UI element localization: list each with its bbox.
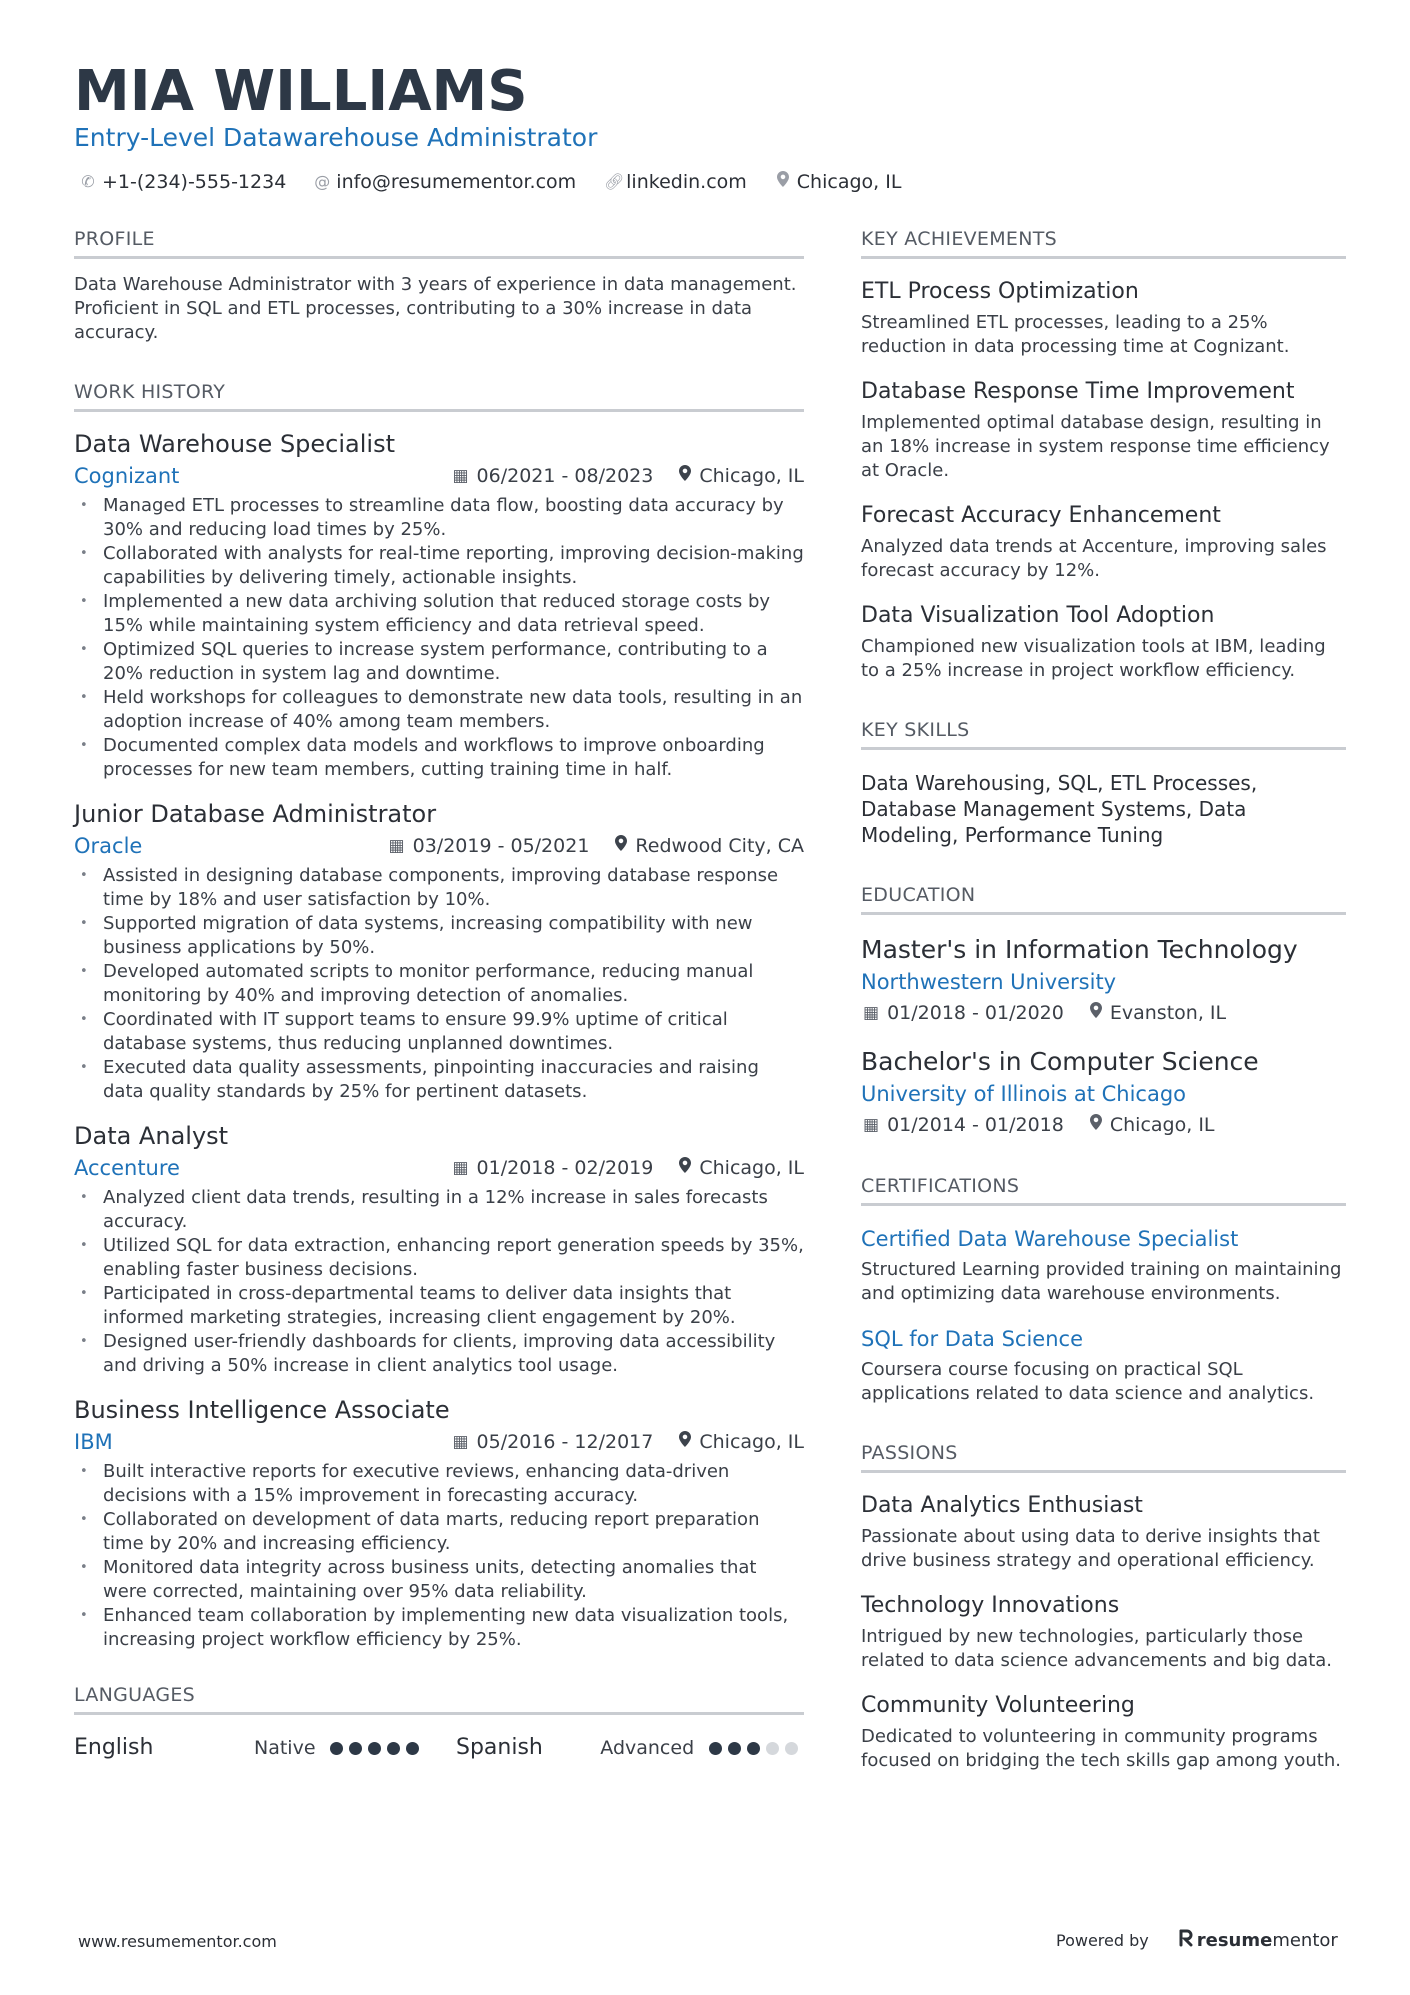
- passion-item: [861, 1691, 1346, 1773]
- contact-linkedin[interactable]: [604, 170, 747, 194]
- job-bullet: • Held workshops for colleagues to demonstrate new data tools, resulting in an adoption increase of 40% among team members.: [74, 686, 804, 734]
- education-meta: [863, 1111, 1346, 1139]
- location-pin-icon: [679, 1154, 691, 1182]
- rating-dot-filled: [330, 1742, 343, 1755]
- job-company: Accenture: [74, 1156, 180, 1180]
- job-meta: [74, 1154, 804, 1182]
- brand-name-rest: mentor: [1272, 1929, 1338, 1951]
- job-bullet: • Developed automated scripts to monitor performance, reducing manual monitoring by 40% and improving detection of anomalies.: [74, 960, 804, 1008]
- job-bullet: • Enhanced team collaboration by implementing new data visualization tools, increasing project workflow efficiency by 25%.: [74, 1604, 804, 1652]
- calendar-icon: ▦: [452, 1158, 469, 1178]
- language-item: [456, 1733, 804, 1763]
- calendar-icon: ▦: [452, 466, 469, 486]
- language-rating: [330, 1742, 425, 1755]
- education-school: Northwestern University: [861, 970, 1117, 994]
- location-pin-icon: [615, 832, 627, 860]
- passion-text: Intrigued by new technologies, particularly those related to data science advancements and big data.: [861, 1626, 1333, 1671]
- passion-text: Dedicated to volunteering in community programs focused on bridging the tech skills gap among youth.: [861, 1726, 1341, 1771]
- profile-section: [74, 226, 804, 345]
- contact-email[interactable]: [314, 170, 576, 194]
- education-item: [861, 933, 1346, 1027]
- at-icon: @: [314, 172, 331, 191]
- contact-phone[interactable]: [80, 170, 286, 194]
- education-heading: EDUCATION: [861, 882, 1346, 915]
- achievement-title: Data Visualization Tool Adoption: [861, 603, 1215, 628]
- brand-logo[interactable]: [1179, 1928, 1338, 1952]
- achievement-title: ETL Process Optimization: [861, 279, 1139, 304]
- work-history-section: [74, 379, 804, 1652]
- job-location: Chicago, IL: [699, 465, 804, 487]
- rating-dot-empty: [785, 1742, 798, 1755]
- job-dates: 05/2016 - 12/2017: [476, 1431, 654, 1453]
- job-bullet: • Designed user-friendly dashboards for clients, improving data accessibility and driving a 50% increase in client analytics tool usage.: [74, 1330, 804, 1378]
- job-bullets: [74, 1460, 804, 1652]
- job-meta: [74, 1428, 804, 1456]
- education-dates: 01/2014 - 01/2018: [887, 1114, 1064, 1136]
- skills-heading: KEY SKILLS: [861, 717, 1346, 750]
- left-column: [74, 226, 804, 1797]
- job-bullet: • Analyzed client data trends, resulting in a 12% increase in sales forecasts accuracy.: [74, 1186, 804, 1234]
- passion-title: Data Analytics Enthusiast: [861, 1493, 1143, 1518]
- job-title: Business Intelligence Associate: [74, 1396, 450, 1424]
- job-bullet: • Implemented a new data archiving solution that reduced storage costs by 15% while maintaining system efficiency and data retrieval speed.: [74, 590, 804, 638]
- language-name: English: [74, 1735, 154, 1760]
- location-pin-icon: [1090, 1111, 1102, 1139]
- location-pin-icon: [1090, 999, 1102, 1027]
- achievement-title: Database Response Time Improvement: [861, 379, 1295, 404]
- job-meta: [74, 832, 804, 860]
- job-entry: [74, 1120, 804, 1378]
- job-bullets: [74, 494, 804, 782]
- job-title: Data Analyst: [74, 1122, 229, 1150]
- job-bullet: • Built interactive reports for executive reviews, enhancing data-driven decisions with a 15% improvement in forecasting accuracy.: [74, 1460, 804, 1508]
- education-location: Evanston, IL: [1109, 1002, 1227, 1024]
- education-item: [861, 1045, 1346, 1139]
- rating-dot-filled: [387, 1742, 400, 1755]
- education-degree: Master's in Information Technology: [861, 935, 1298, 964]
- job-dates: 01/2018 - 02/2019: [476, 1157, 654, 1179]
- job-entry: [74, 798, 804, 1104]
- passion-title: Community Volunteering: [861, 1693, 1135, 1718]
- education-location: Chicago, IL: [1109, 1114, 1215, 1136]
- job-bullet: • Collaborated on development of data marts, reducing report preparation time by 20% and increasing efficiency.: [74, 1508, 804, 1556]
- job-bullet: • Participated in cross-departmental teams to deliver data insights that informed marketing strategies, increasing client engagement by 20%.: [74, 1282, 804, 1330]
- rating-dot-filled: [368, 1742, 381, 1755]
- education-section: [861, 882, 1346, 1139]
- education-school: University of Illinois at Chicago: [861, 1082, 1187, 1106]
- skills-section: [861, 717, 1346, 848]
- phone-text: +1-(234)-555-1234: [102, 171, 287, 193]
- languages-section: [74, 1682, 804, 1763]
- certification-title: SQL for Data Science: [861, 1327, 1084, 1351]
- education-degree: Bachelor's in Computer Science: [861, 1047, 1259, 1076]
- location-pin-icon: [679, 1428, 691, 1456]
- brand-name-bold: resume: [1196, 1929, 1273, 1951]
- job-bullet: • Collaborated with analysts for real-time reporting, improving decision-making capabilities by delivering timely, actionable insights.: [74, 542, 804, 590]
- job-location: Chicago, IL: [699, 1157, 804, 1179]
- language-item: [74, 1733, 456, 1763]
- profile-text: Data Warehouse Administrator with 3 years of experience in data management. Proficient in SQL and ETL processes, contributing to a 30% increase in data accuracy.: [74, 274, 797, 343]
- job-bullet: • Monitored data integrity across business units, detecting anomalies that were corrected, maintaining over 95% data reliability.: [74, 1556, 804, 1604]
- right-column: [861, 226, 1346, 1807]
- work-history-heading: WORK HISTORY: [74, 379, 804, 412]
- rating-dot-filled: [406, 1742, 419, 1755]
- achievement-text: Implemented optimal database design, resulting in an 18% increase in system response time efficiency at Oracle.: [861, 412, 1330, 481]
- rating-dot-filled: [709, 1742, 722, 1755]
- job-title: Junior Database Administrator: [74, 800, 437, 828]
- passions-heading: PASSIONS: [861, 1440, 1346, 1473]
- job-bullet: • Managed ETL processes to streamline data flow, boosting data accuracy by 30% and reducing load times by 25%.: [74, 494, 804, 542]
- phone-icon: ✆: [81, 172, 95, 191]
- rating-dot-empty: [766, 1742, 779, 1755]
- job-bullet: • Assisted in designing database components, improving database response time by 18% and user satisfaction by 10%.: [74, 864, 804, 912]
- job-bullet: • Optimized SQL queries to increase system performance, contributing to a 20% reduction in system lag and downtime.: [74, 638, 804, 686]
- passion-title: Technology Innovations: [861, 1593, 1120, 1618]
- languages-heading: LANGUAGES: [74, 1682, 804, 1715]
- job-meta: [74, 462, 804, 490]
- rating-dot-filled: [747, 1742, 760, 1755]
- certification-title: Certified Data Warehouse Specialist: [861, 1227, 1239, 1251]
- job-bullet: • Executed data quality assessments, pinpointing inaccuracies and raising data quality standards by 25% for pertinent datasets.: [74, 1056, 804, 1104]
- achievement-title: Forecast Accuracy Enhancement: [861, 503, 1221, 528]
- job-bullet: • Coordinated with IT support teams to ensure 99.9% uptime of critical database systems, thus reducing unplanned downtimes.: [74, 1008, 804, 1056]
- email-text: info@resumementor.com: [336, 171, 577, 193]
- profile-heading: PROFILE: [74, 226, 804, 259]
- language-level: Advanced: [600, 1737, 695, 1759]
- language-name: Spanish: [456, 1735, 543, 1760]
- location-pin-icon: [775, 170, 791, 194]
- achievements-section: [861, 226, 1346, 683]
- job-bullet: • Documented complex data models and workflows to improve onboarding processes for new team members, cutting training time in half.: [74, 734, 804, 782]
- passion-text: Passionate about using data to derive insights that drive business strategy and operational efficiency.: [861, 1526, 1320, 1571]
- language-level: Native: [254, 1737, 316, 1759]
- skills-text: Data Warehousing, SQL, ETL Processes, Database Management Systems, Data Modeling, Performance Tuning: [861, 771, 1258, 847]
- achievement-text: Championed new visualization tools at IBM, leading to a 25% increase in project workflow efficiency.: [861, 636, 1326, 681]
- job-company: IBM: [74, 1430, 113, 1454]
- calendar-icon: ▦: [388, 836, 405, 856]
- linkedin-text: linkedin.com: [626, 171, 747, 193]
- language-rating: [709, 1742, 804, 1755]
- candidate-role: Entry-Level Datawarehouse Administrator: [74, 123, 598, 152]
- candidate-name: MIA WILLIAMS: [74, 59, 528, 124]
- brand-mark-icon: [1179, 1928, 1193, 1952]
- job-entry: [74, 428, 804, 782]
- job-bullets: [74, 864, 804, 1104]
- job-company: Oracle: [74, 834, 143, 858]
- powered-by-label: Powered by: [1056, 1930, 1149, 1950]
- certification-text: Structured Learning provided training on maintaining and optimizing data warehouse environments.: [861, 1259, 1342, 1304]
- footer-branding: [1056, 1928, 1338, 1952]
- languages-list: [74, 1733, 804, 1763]
- job-entry: [74, 1394, 804, 1652]
- rating-dot-filled: [728, 1742, 741, 1755]
- job-location: Chicago, IL: [699, 1431, 804, 1453]
- job-bullet: • Utilized SQL for data extraction, enhancing report generation speeds by 35%, enabling faster business decisions.: [74, 1234, 804, 1282]
- footer-website[interactable]: www.resumementor.com: [78, 1932, 277, 1951]
- passions-section: [861, 1440, 1346, 1773]
- certifications-section: [861, 1173, 1346, 1406]
- calendar-icon: ▦: [863, 1003, 880, 1023]
- achievement-text: Analyzed data trends at Accenture, improving sales forecast accuracy by 12%.: [861, 536, 1327, 581]
- job-bullets: [74, 1186, 804, 1378]
- job-title: Data Warehouse Specialist: [74, 430, 395, 458]
- certifications-heading: CERTIFICATIONS: [861, 1173, 1346, 1206]
- job-dates: 03/2019 - 05/2021: [412, 835, 590, 857]
- rating-dot-filled: [349, 1742, 362, 1755]
- education-meta: [863, 999, 1346, 1027]
- achievement-item: [861, 501, 1346, 583]
- certification-item: [861, 1224, 1346, 1306]
- job-location: Redwood City, CA: [635, 835, 804, 857]
- job-dates: 06/2021 - 08/2023: [476, 465, 654, 487]
- location-pin-icon: [679, 462, 691, 490]
- contact-bar: [80, 170, 929, 194]
- job-company: Cognizant: [74, 464, 180, 488]
- certification-text: Coursera course focusing on practical SQL applications related to data science and analytics.: [861, 1359, 1315, 1404]
- passion-item: [861, 1591, 1346, 1673]
- calendar-icon: ▦: [452, 1432, 469, 1452]
- certification-item: [861, 1324, 1346, 1406]
- link-icon: 🔗︎: [604, 172, 625, 191]
- achievement-item: [861, 377, 1346, 483]
- job-bullet: • Supported migration of data systems, increasing compatibility with new business applications by 50%.: [74, 912, 804, 960]
- calendar-icon: ▦: [863, 1115, 880, 1135]
- achievement-text: Streamlined ETL processes, leading to a 25% reduction in data processing time at Cognizant.: [861, 312, 1290, 357]
- education-dates: 01/2018 - 01/2020: [887, 1002, 1064, 1024]
- achievements-heading: KEY ACHIEVEMENTS: [861, 226, 1346, 259]
- passion-item: [861, 1491, 1346, 1573]
- location-text: Chicago, IL: [796, 171, 902, 193]
- contact-location: [775, 170, 902, 194]
- achievement-item: [861, 601, 1346, 683]
- achievement-item: [861, 277, 1346, 359]
